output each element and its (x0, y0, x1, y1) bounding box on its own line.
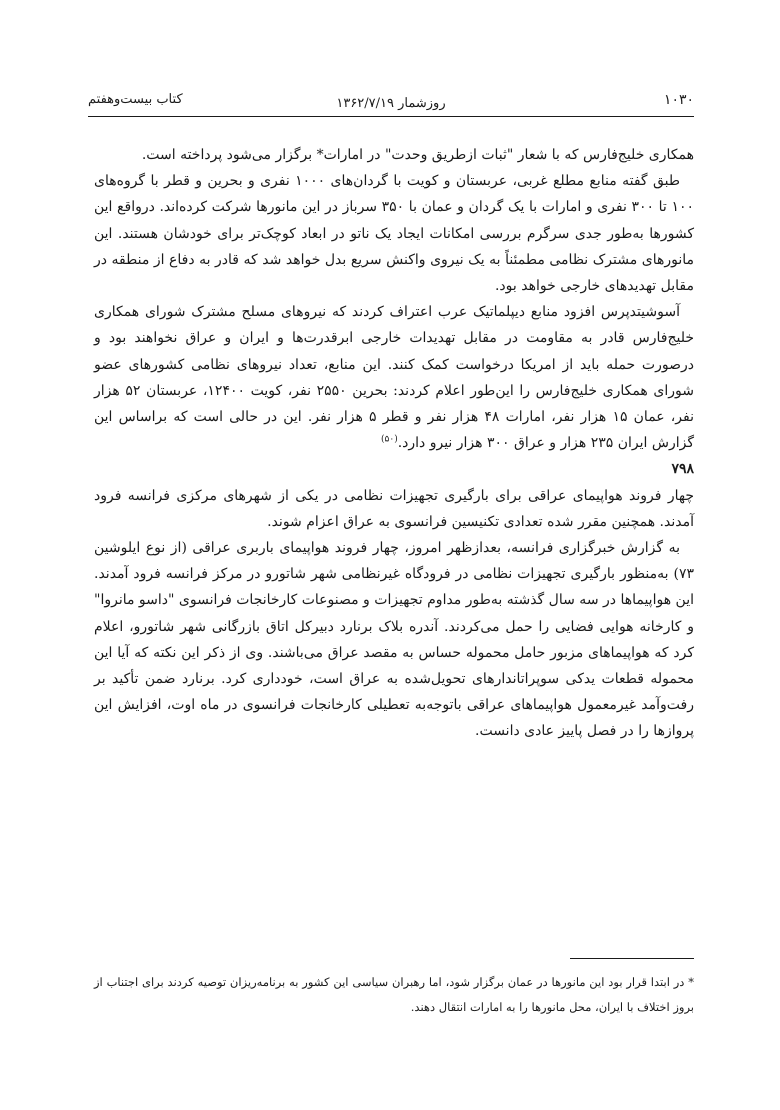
entry-summary: چهار فروند هواپیمای عراقی برای بارگیری تجهیزات نظامی در یکی از شهرهای مرکزی فرانسه فرود آمدند. همچنین مقرر شده تعدادی تکنیسین فرانسوی به عراق اعزام شوند. (94, 487, 694, 530)
page-number: ۱۰۳۰ (663, 92, 694, 108)
page-header (88, 86, 694, 118)
book-title: کتاب بیست‌وهفتم (88, 92, 183, 107)
footnote-text: * در ابتدا قرار بود این مانورها در عمان برگزار شود، اما رهبران سیاسی این کشور به برنامه‌ریزان توصیه کردند برای اجتناب از بروز اختلاف با ایران، محل مانورها را به امارات انتقال دهند. (94, 975, 694, 1014)
paragraph-with-ref (94, 299, 694, 456)
footnote-rule (570, 958, 694, 959)
header-date: روزشمار ۱۳۶۲/۷/۱۹ (336, 96, 446, 111)
paragraph: طبق گفته منابع مطلع غربی، عربستان و کویت با گردان‌های ۱۰۰۰ نفری و بحرین و قطر با گروه‌های ۱۰۰ تا ۳۰۰ نفری و امارات با یک گردان و عمان با ۳۵۰ سرباز در این مانورها شرکت کرده‌اند. درواقع این کشورها به‌طور جدی سرگرم بررسی امکانات ایجاد یک ناتو در ابعاد کوچک‌تر برای خودشان هستند. این مانورهای مشترک نظامی مطمئناً به یک نیروی واکنش سریع بدل خواهد شد که قادر به دفاع از منطقه در مقابل تهدیدهای خارجی خواهد بود. (94, 173, 695, 295)
entry-paragraph: به گزارش خبرگزاری فرانسه، بعدازظهر امروز، چهار فروند هواپیمای باربری عراقی (از نوع ایلوشین ۷۳) به‌منظور بارگیری تجهیزات نظامی در فرودگاه غیرنظامی شهر شاتورو در مرکز فرانسه فرود آمدند. این هواپیماها در سه سال گذشته به‌طور مداوم تجهیزات و مصنوعات کارخانجات فرانسوی "داسو مانروا" و کارخانه هوایی فضایی را حمل می‌کردند. آندره بلاک برنارد دبیرکل اتاق بازرگانی شهر شاتورو، اعلام کرد که هواپیماهای مزبور حامل محموله حساس به مقصد عراق می‌باشند. وی از ذکر این نکته که آیا این محموله قطعات یدکی سوپراتاندارهای تحویل‌شده به عراق است، خودداری کرد. برنارد ضمن تأکید بر رفت‌وآمد غیرمعمول هواپیماهای عراقی باتوجه‌به تعطیلی کارخانجات فرانسوی در ماه اوت، افزایش این پروازها را در فصل پاییز عادی دانست. (94, 540, 694, 740)
paragraph-continued: همکاری خلیج‌فارس که با شعار "ثبات ازطریق وحدت" در امارات* برگزار می‌شود پرداخته است. (141, 147, 694, 163)
page-body (94, 142, 694, 745)
entry-number: ۷۹۸ (671, 461, 694, 478)
header-rule (88, 116, 694, 117)
footnote (94, 970, 694, 1020)
paragraph-text: آسوشیتدپرس افزود منابع دیپلماتیک عرب اعتراف کردند که نیروهای مسلح مشترک شورای همکاری خلیج‌فارس قادر به مقاومت در مقابل تهدیدات خارجی ابرقدرت‌ها و ایران و عراق نخواهند بود و درصورت حمله باید از امریکا درخواست کمک کنند. این منابع، تعداد نیروهای نظامی کشورهای عضو شورای همکاری خلیج‌فارس را این‌طور اعلام کردند: بحرین ۲۵۵۰ نفر، کویت ۱۲۴۰۰، عربستان ۵۲ هزار نفر، عمان ۱۵ هزار نفر، امارات ۴۸ هزار نفر و قطر ۵ هزار نفر. این در حالی است که براساس این گزارش ایران ۲۳۵ هزار و عراق ۳۰۰ هزار نیرو دارد. (94, 304, 695, 452)
reference-marker: (۵۰) (381, 434, 398, 445)
